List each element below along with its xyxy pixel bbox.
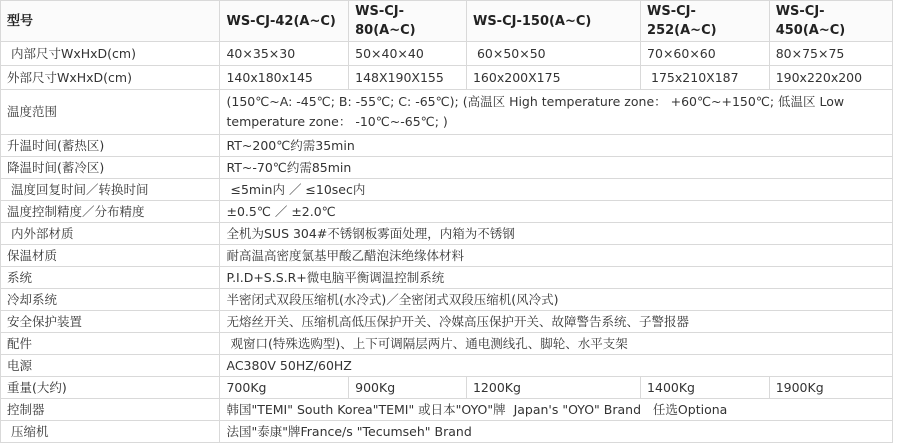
spec-value: 148X190X155 <box>349 66 467 90</box>
spec-value: 1900Kg <box>769 377 892 399</box>
spec-value: 观窗口(特殊选购型)、上下可调隔层两片、通电测线孔、脚轮、水平支架 <box>220 333 893 355</box>
spec-label: 电源 <box>1 355 220 377</box>
spec-value: 160x200X175 <box>466 66 640 90</box>
table-row <box>1 66 893 90</box>
table-row <box>1 42 893 66</box>
spec-label: 冷却系统 <box>1 289 220 311</box>
spec-value: 900Kg <box>349 377 467 399</box>
spec-value: 190x220x200 <box>769 66 892 90</box>
table-row <box>1 157 893 179</box>
table-row <box>1 399 893 421</box>
table-row <box>1 355 893 377</box>
spec-label: 保温材质 <box>1 245 220 267</box>
model-name: WS-CJ-252(A~C) <box>641 1 770 42</box>
spec-value: 50×40×40 <box>349 42 467 66</box>
spec-value: 40×35×30 <box>220 42 349 66</box>
spec-value: 全机为SUS 304#不锈钢板雾面处理，内箱为不锈钢 <box>220 223 893 245</box>
spec-value: 80×75×75 <box>769 42 892 66</box>
spec-value: 140x180x145 <box>220 66 349 90</box>
table-row <box>1 245 893 267</box>
spec-label: 控制器 <box>1 399 220 421</box>
spec-value: 700Kg <box>220 377 349 399</box>
spec-value: 70×60×60 <box>641 42 770 66</box>
spec-value: ±0.5℃ ／ ±2.0℃ <box>220 201 893 223</box>
spec-label: 降温时间(蓄冷区) <box>1 157 220 179</box>
spec-label: 温度回复时间／转换时间 <box>1 179 220 201</box>
spec-value: P.I.D+S.S.R+微电脑平衡调温控制系统 <box>220 267 893 289</box>
table-row <box>1 421 893 443</box>
spec-value: 1400Kg <box>641 377 770 399</box>
model-name: WS-CJ-150(A~C) <box>466 1 640 42</box>
header-label: 型号 <box>1 1 220 42</box>
spec-value: 法国"泰康"牌France/s "Tecumseh" Brand <box>220 421 893 443</box>
table-row <box>1 267 893 289</box>
spec-value: AC380V 50HZ/60HZ <box>220 355 893 377</box>
spec-value: 韩国"TEMI" South Korea"TEMI" 或日本"OYO"牌 Japan's "OYO" Brand 任选Optiona <box>220 399 893 421</box>
spec-label: 升温时间(蓄热区) <box>1 135 220 157</box>
spec-label: 重量(大约) <box>1 377 220 399</box>
spec-value: 耐高温高密度氯基甲酸乙醋泡沫绝缘体材料 <box>220 245 893 267</box>
table-row <box>1 179 893 201</box>
model-name: WS-CJ-42(A~C) <box>220 1 349 42</box>
spec-label: 温度控制精度／分布精度 <box>1 201 220 223</box>
spec-value: 半密闭式双段压缩机(水冷式)／全密闭式双段压缩机(风冷式) <box>220 289 893 311</box>
model-name: WS-CJ-80(A~C) <box>349 1 467 42</box>
spec-label: 内外部材质 <box>1 223 220 245</box>
spec-value: 无熔丝开关、压缩机高低压保护开关、冷媒高压保护开关、故障警告系统、子警报器 <box>220 311 893 333</box>
table-row <box>1 201 893 223</box>
table-row <box>1 223 893 245</box>
spec-value: ≤5min内 ／ ≤10sec内 <box>220 179 893 201</box>
table-row <box>1 377 893 399</box>
spec-value: 1200Kg <box>466 377 640 399</box>
spec-value: RT~200℃约需35min <box>220 135 893 157</box>
table-row <box>1 135 893 157</box>
table-row <box>1 311 893 333</box>
spec-label: 外部尺寸WxHxD(cm) <box>1 66 220 90</box>
table-row <box>1 333 893 355</box>
spec-value: 175x210X187 <box>641 66 770 90</box>
model-name: WS-CJ-450(A~C) <box>769 1 892 42</box>
spec-label: 系统 <box>1 267 220 289</box>
table-header-row <box>1 1 893 42</box>
spec-label: 内部尺寸WxHxD(cm) <box>1 42 220 66</box>
spec-value: (150℃~A: -45℃; B: -55℃; C: -65℃); (高温区 High temperature zone： +60℃~+150℃; 低温区 Low temperature zone： -10℃~-65℃; ) <box>220 90 893 135</box>
table-row <box>1 289 893 311</box>
spec-value: RT~-70℃约需85min <box>220 157 893 179</box>
spec-label: 配件 <box>1 333 220 355</box>
spec-label: 温度范围 <box>1 90 220 135</box>
table-row <box>1 90 893 135</box>
spec-value: 60×50×50 <box>466 42 640 66</box>
spec-label: 压缩机 <box>1 421 220 443</box>
spec-label: 安全保护装置 <box>1 311 220 333</box>
